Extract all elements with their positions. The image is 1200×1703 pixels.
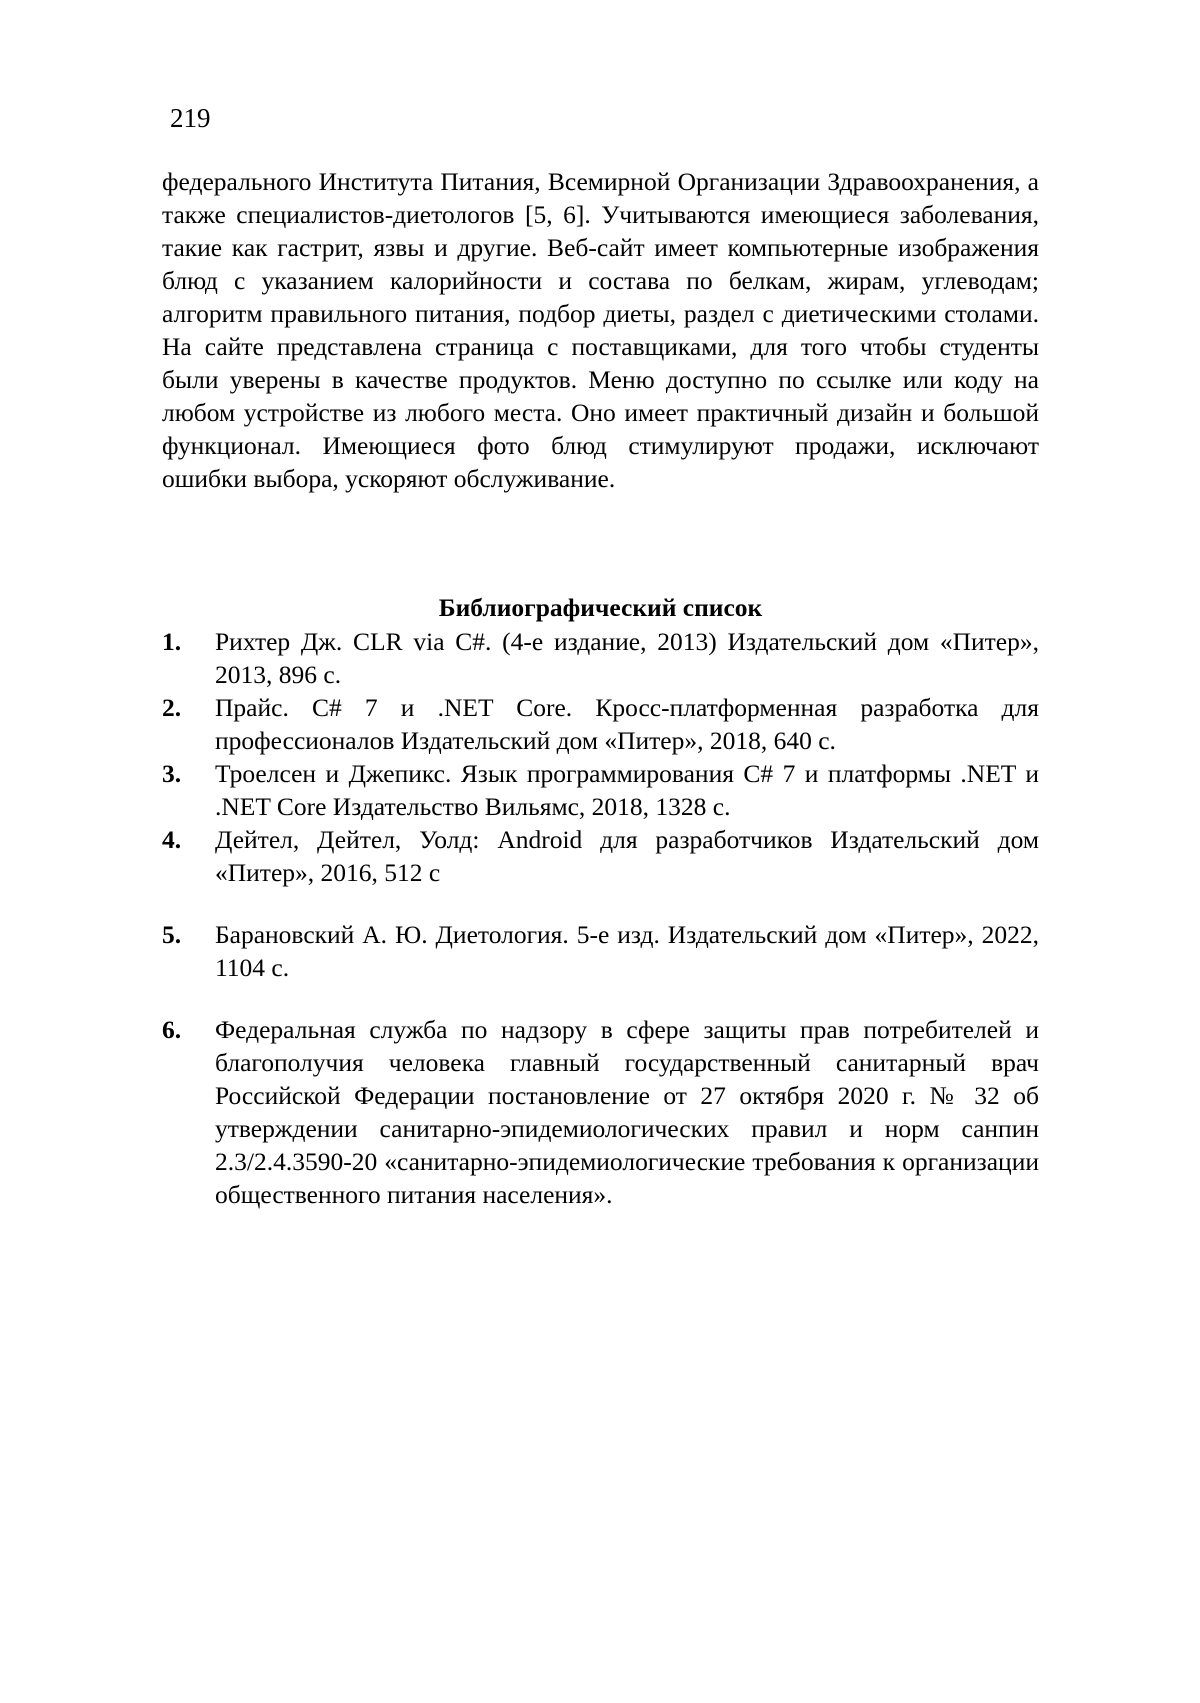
bibliography-item-number: 1. xyxy=(162,625,181,658)
bibliography-item-3 xyxy=(162,757,1039,823)
bibliography-item-text: Барановский А. Ю. Диетология. 5-е изд. Издательский дом «Питер», 2022, 1104 с. xyxy=(215,918,1039,984)
body-paragraph: федерального Института Питания, Всемирной Организации Здравоохранения, а также специалистов-диетологов [5, 6]. Учитываются имеющиеся заболевания, такие как гастрит, язвы и другие. Веб-сайт имеет компьютерные изображения блюд с указанием калорийности и состава по белкам, жирам, углеводам; алгоритм правильного питания, подбор диеты, раздел с диетическими столами. На сайте представлена страница с поставщиками, для того чтобы студенты были уверены в качестве продуктов. Меню доступно по ссылке или коду на любом устройстве из любого места. Оно имеет практичный дизайн и большой функционал. Имеющиеся фото блюд стимулируют продажи, исключают ошибки выбора, ускоряют обслуживание. xyxy=(162,165,1039,495)
bibliography-item-text: Прайс. C# 7 и .NET Core. Кросс-платформенная разработка для профессионалов Издательский дом «Питер», 2018, 640 с. xyxy=(215,691,1039,757)
bibliography-item-text: Федеральная служба по надзору в сфере защиты прав потребителей и благополучия человека главный государственный санитарный врач Российской Федерации постановление от 27 октября 2020 г. № 32 об утверждении санитарно-эпидемиологических правил и норм санпин 2.3/2.4.3590-20 «санитарно-эпидемиологические требования к организации общественного питания населения». xyxy=(215,1013,1039,1211)
bibliography-item-6 xyxy=(162,1013,1039,1211)
bibliography-item-2 xyxy=(162,691,1039,757)
document-page xyxy=(0,0,1200,1703)
bibliography-item-text: Рихтер Дж. CLR via C#. (4-е издание, 2013) Издательский дом «Питер», 2013, 896 с. xyxy=(215,625,1039,691)
bibliography-item-number: 5. xyxy=(162,918,181,951)
bibliography-title: Библиографический список xyxy=(162,591,1039,624)
bibliography-item-text: Дейтел, Дейтел, Уолд: Android для разработчиков Издательский дом «Питер», 2016, 512 с xyxy=(215,823,1039,889)
bibliography-item-5 xyxy=(162,918,1039,984)
bibliography-item-text: Троелсен и Джепикс. Язык программирования C# 7 и платформы .NET и .NET Core Издательство Вильямс, 2018, 1328 с. xyxy=(215,757,1039,823)
bibliography-item-number: 2. xyxy=(162,691,181,724)
page-number: 219 xyxy=(170,103,211,133)
bibliography-item-number: 3. xyxy=(162,757,181,790)
bibliography-item-number: 6. xyxy=(162,1013,181,1046)
bibliography-item-number: 4. xyxy=(162,823,181,856)
bibliography-item-1 xyxy=(162,625,1039,691)
bibliography-item-4 xyxy=(162,823,1039,889)
